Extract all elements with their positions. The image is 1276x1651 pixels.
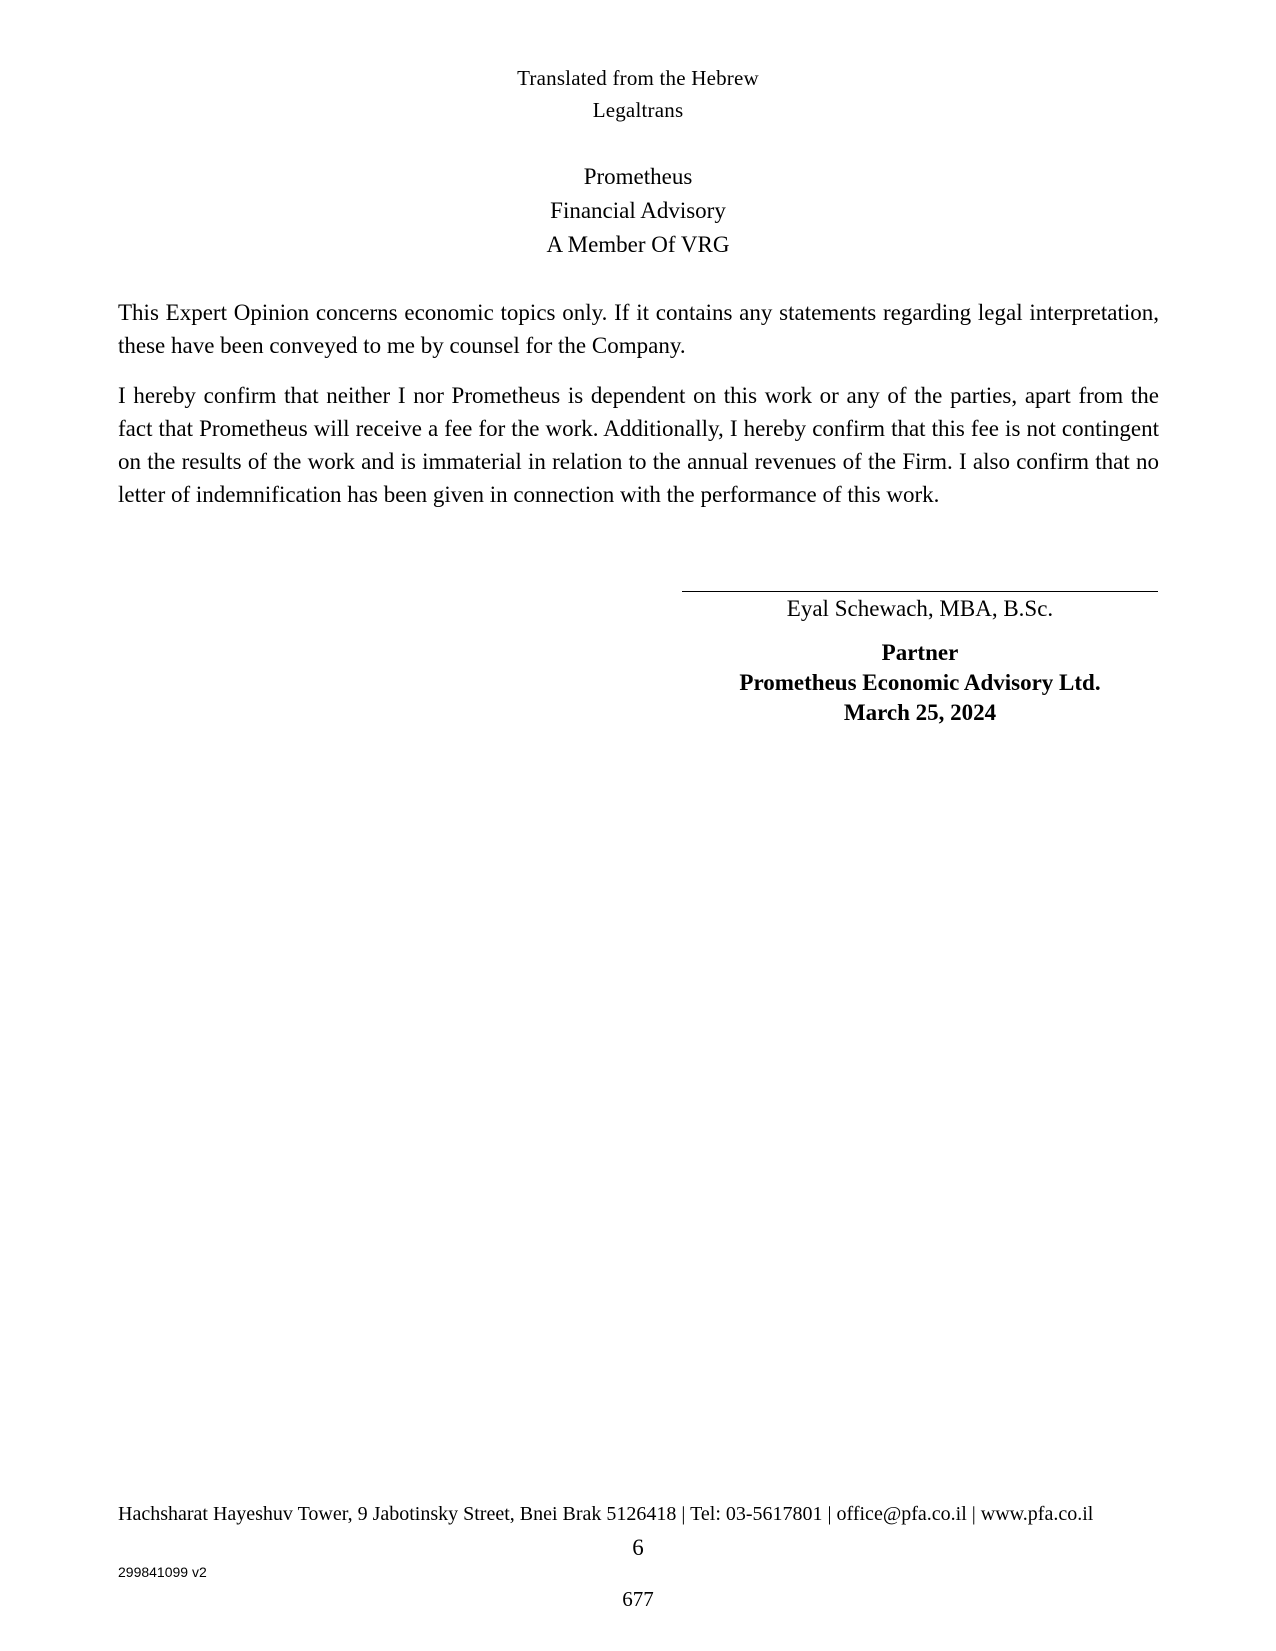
signer-name: Eyal Schewach, MBA, B.Sc. bbox=[786, 596, 1054, 621]
signer-title: Partner bbox=[881, 640, 959, 665]
signature-block bbox=[682, 591, 1158, 728]
translation-header bbox=[0, 62, 1276, 126]
bates-number: 677 bbox=[622, 1587, 654, 1611]
document-id: 299841099 v2 bbox=[118, 1564, 207, 1580]
signer-details bbox=[682, 638, 1158, 728]
translator-name: Legaltrans bbox=[592, 98, 684, 122]
letterhead-firm-type: Financial Advisory bbox=[550, 198, 726, 223]
signature-date: March 25, 2024 bbox=[843, 700, 997, 725]
signer-company: Prometheus Economic Advisory Ltd. bbox=[739, 670, 1101, 695]
page-number: 6 bbox=[632, 1535, 644, 1560]
translation-note: Translated from the Hebrew bbox=[517, 66, 759, 90]
letterhead bbox=[0, 160, 1276, 262]
body-paragraph-independence: I hereby confirm that neither I nor Prometheus is dependent on this work or any of the parties, apart from the fact that Prometheus will receive a fee for the work. Additionally, I hereby confirm that this fee is not contingent on the results of the work and is immaterial in relation to the annual revenues of the Firm. I also confirm that no letter of indemnification has been given in connection with the performance of this work. bbox=[118, 383, 1159, 507]
letterhead-membership: A Member Of VRG bbox=[546, 232, 730, 257]
footer-address: Hachsharat Hayeshuv Tower, 9 Jabotinsky Street, Bnei Brak 5126418 | Tel: 03-5617801 | office@pfa.co.il | www.pfa.co.il bbox=[118, 1503, 1094, 1525]
signature-line bbox=[682, 591, 1158, 592]
body-paragraph-scope: This Expert Opinion concerns economic topics only. If it contains any statements regarding legal interpretation, these have been conveyed to me by counsel for the Company. bbox=[118, 300, 1159, 358]
letterhead-firm-name: Prometheus bbox=[583, 164, 693, 189]
document-body bbox=[118, 296, 1159, 528]
